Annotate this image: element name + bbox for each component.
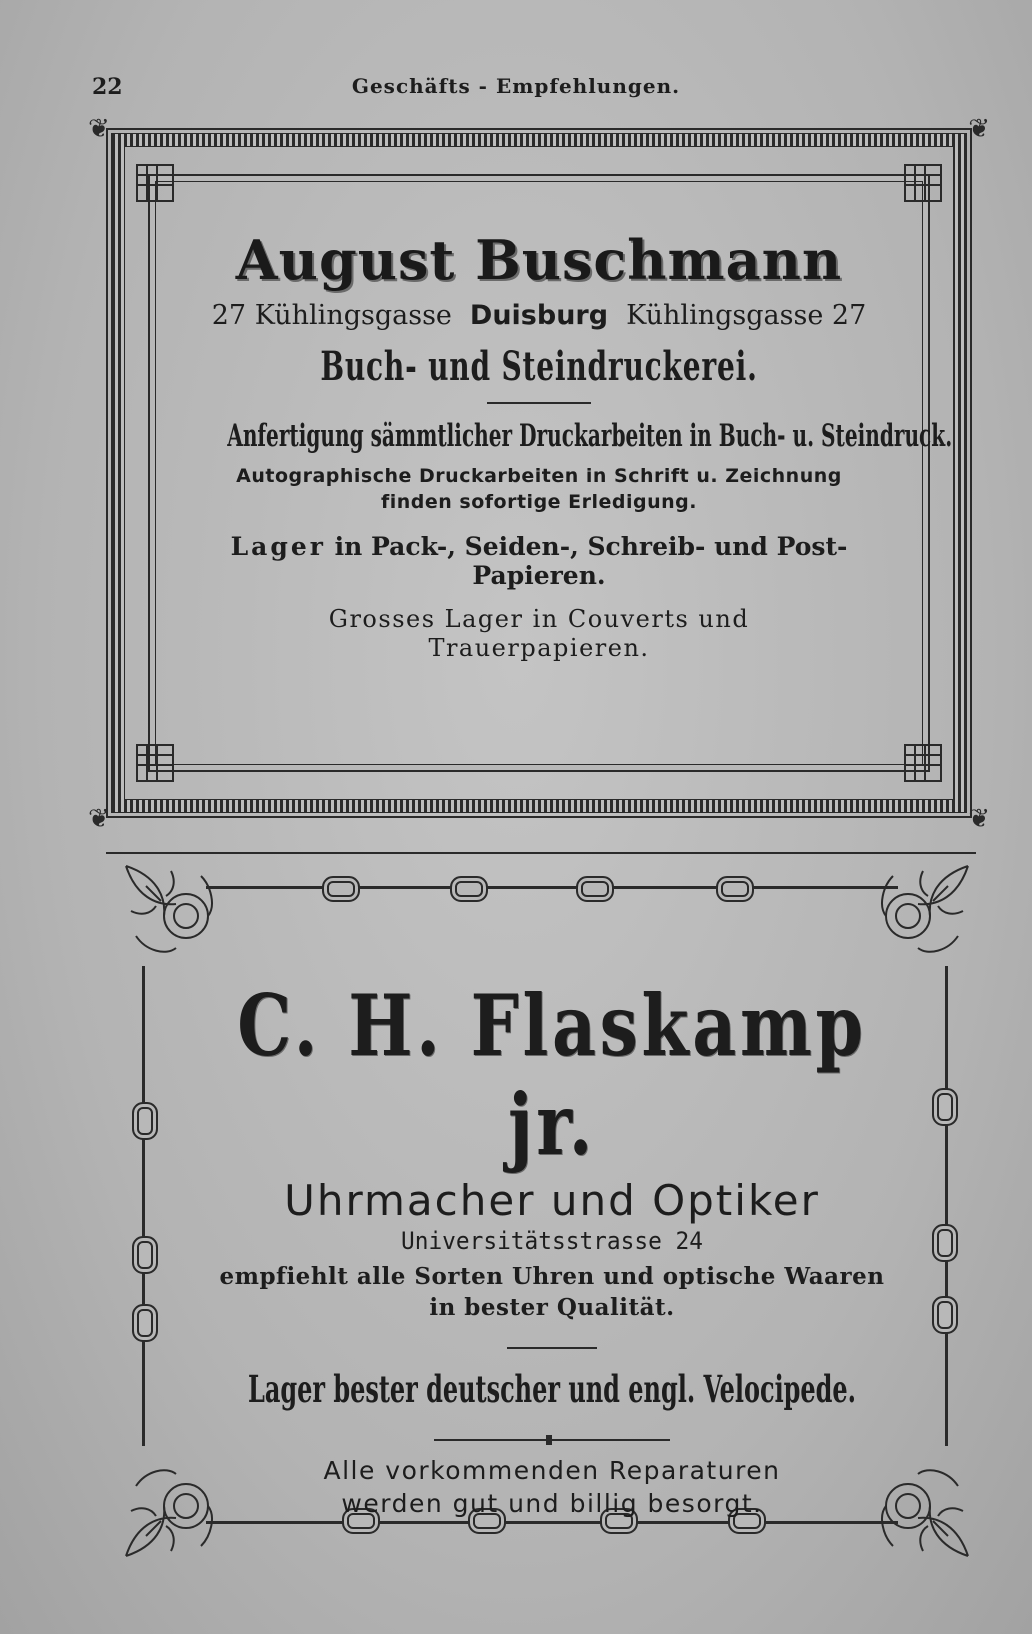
advertisement-flaskamp — [116, 856, 988, 1586]
flourish-icon: ❦ — [968, 804, 990, 834]
address-right: Kühlingsgasse 27 — [626, 300, 867, 331]
frame-bottom-bar — [206, 1521, 898, 1524]
bead-ornament-icon — [322, 876, 360, 902]
ad2-content — [156, 976, 948, 1520]
couverts-line-1: Grosses Lager in Couverts und — [328, 604, 750, 633]
acanthus-ornament-icon — [116, 856, 226, 966]
divider — [487, 402, 591, 404]
bead-ornament-icon — [576, 876, 614, 902]
acanthus-ornament-icon — [868, 856, 978, 966]
frame-top-bar — [206, 886, 898, 889]
divider — [434, 1439, 670, 1441]
business-type: Buch- und Steindruckerei. — [320, 343, 758, 390]
bead-ornament-icon — [132, 1102, 158, 1140]
paper-line-2: Papieren. — [472, 561, 606, 591]
corner-ornament-icon — [136, 164, 174, 202]
company-name: August Buschmann — [235, 228, 843, 292]
services-line: Anfertigung sämmtlicher Druckarbeiten in Buch- u. Steindruck. — [227, 418, 953, 454]
autographic-note — [166, 464, 912, 515]
paper-word: Lager — [230, 532, 326, 562]
flourish-icon: ❦ — [88, 114, 110, 144]
bead-ornament-icon — [716, 876, 754, 902]
divider — [507, 1347, 597, 1349]
page-number: 22 — [92, 74, 123, 100]
corner-ornament-icon — [904, 744, 942, 782]
offer-line-1: empfiehlt alle Sorten Uhren und optische Waaren — [219, 1263, 885, 1290]
autographic-line-1: Autographische Druckarbeiten in Schrift u. Zeichnung — [236, 465, 842, 487]
address-left: 27 Kühlingsgasse — [211, 300, 452, 331]
company-name: C. H. Flaskamp jr. — [237, 976, 867, 1174]
running-title: Geschäfts - Empfehlungen. — [351, 74, 681, 98]
repair-line-2: werden gut und billig besorgt. — [341, 1488, 763, 1518]
city-name: Duisburg — [469, 300, 609, 331]
trade-line: Uhrmacher und Optiker — [284, 1176, 820, 1225]
address-line — [166, 300, 912, 331]
bead-ornament-icon — [450, 876, 488, 902]
offer-line-2: in bester Qualität. — [429, 1294, 675, 1322]
corner-ornament-icon — [904, 164, 942, 202]
separator-rule — [106, 852, 976, 854]
paper-line-1: in Pack-, Seiden-, Schreib- und Post- — [334, 532, 848, 562]
frame-left-bar — [142, 966, 145, 1446]
offer-text — [156, 1261, 948, 1323]
autographic-line-2: finden sofortige Erledigung. — [380, 490, 697, 513]
repair-note — [156, 1455, 948, 1520]
flourish-icon: ❦ — [88, 804, 110, 834]
couverts-note — [166, 605, 912, 663]
couverts-line-2: Trauerpapieren. — [428, 633, 650, 662]
bead-ornament-icon — [132, 1236, 158, 1274]
ad1-content — [166, 228, 953, 662]
bead-ornament-icon — [132, 1304, 158, 1342]
page-header — [0, 72, 1032, 102]
velocipede-line: Lager bester deutscher und engl. Velocipede. — [247, 1367, 857, 1412]
corner-ornament-icon — [136, 744, 174, 782]
street-address: Universitätsstrasse 24 — [400, 1227, 703, 1255]
repair-line-1: Alle vorkommenden Reparaturen — [323, 1456, 781, 1486]
flourish-icon: ❦ — [968, 114, 990, 144]
paper-stock — [166, 533, 912, 591]
advertisement-buschmann — [88, 114, 990, 834]
